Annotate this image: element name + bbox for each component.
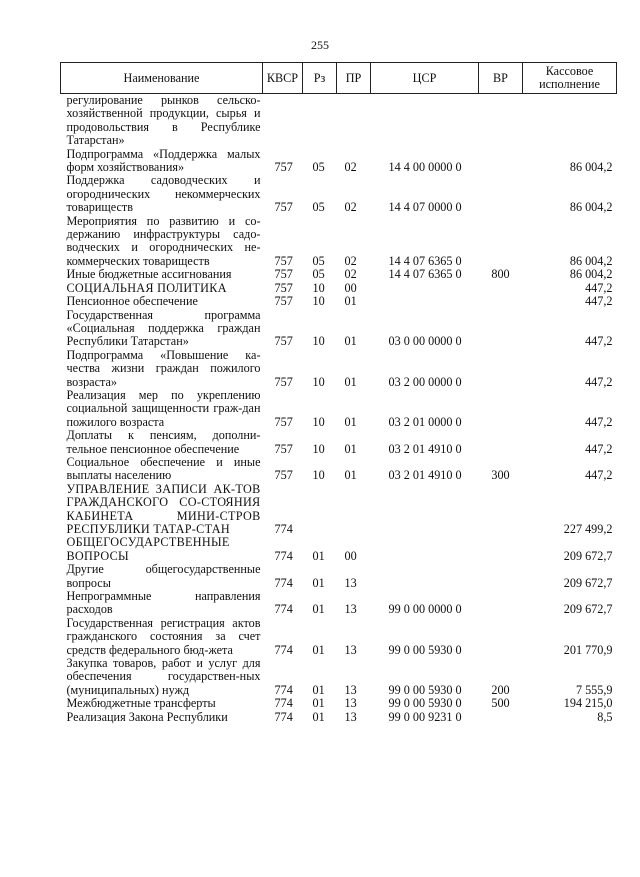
table-header-row (61, 63, 617, 94)
cell-sum (523, 94, 617, 148)
cell-sum: 209 672,7 (563, 575, 613, 590)
cell-sum: 447,2 (585, 374, 613, 389)
table-row (61, 174, 617, 214)
cell-kvsr: 774 (274, 602, 293, 617)
table-row (61, 429, 617, 456)
cell-name: ОБЩЕГОСУДАРСТВЕННЫЕ ВОПРОСЫ (66, 535, 230, 563)
cell-sum: 86 004,2 (569, 200, 613, 215)
cell-vr (479, 483, 523, 537)
cell-name: Межбюджетные трансферты (66, 696, 216, 711)
cell-name: Поддержка садоводческих и огороднических некоммерческих товариществ (66, 173, 261, 215)
cell-rz: 05 (312, 200, 325, 215)
cell-pr (337, 94, 371, 148)
cell-rz (303, 94, 337, 148)
cell-csr: 99 0 00 5930 0 (388, 682, 462, 697)
cell-vr (479, 536, 523, 563)
table-row (61, 215, 617, 269)
cell-pr: 00 (344, 280, 357, 295)
cell-rz: 01 (312, 682, 325, 697)
cell-rz: 10 (312, 468, 325, 483)
table-row (61, 268, 617, 281)
cell-csr: 14 4 07 6365 0 (388, 267, 462, 282)
cell-csr: 03 2 00 0000 0 (388, 374, 462, 389)
cell-vr: 200 (491, 682, 510, 697)
cell-rz: 10 (312, 414, 325, 429)
cell-sum: 201 770,9 (563, 642, 613, 657)
cell-csr: 99 0 00 9231 0 (388, 709, 462, 724)
table-body (61, 94, 617, 725)
cell-name: Пенсионное обеспечение (66, 294, 198, 309)
cell-name: Закупка товаров, работ и услуг для обеспечения государствен-ных (муниципальных) нужд (66, 656, 261, 697)
cell-name: регулирование рынков сельско-хозяйственной продукции, сырья и продовольствия в Республике Татарстан» (66, 93, 261, 148)
cell-vr (479, 563, 523, 590)
cell-rz: 05 (312, 160, 325, 175)
cell-rz: 10 (312, 374, 325, 389)
cell-rz: 10 (312, 280, 325, 295)
cell-pr: 00 (344, 548, 357, 563)
cell-kvsr: 757 (274, 294, 293, 309)
cell-pr: 01 (344, 441, 357, 456)
cell-vr (479, 282, 523, 295)
cell-csr: 03 2 01 0000 0 (388, 414, 462, 429)
cell-vr (479, 429, 523, 456)
header-vr: ВР (479, 63, 523, 94)
header-pr: ПР (337, 63, 371, 94)
cell-vr: 300 (491, 468, 510, 483)
cell-name: Другие общегосударственные вопросы (66, 562, 261, 590)
cell-sum: 194 215,0 (563, 696, 613, 711)
cell-vr: 500 (491, 696, 510, 711)
cell-csr (371, 483, 479, 537)
cell-kvsr: 757 (274, 280, 293, 295)
cell-pr: 13 (344, 642, 357, 657)
cell-name: Подпрограмма «Повышение ка-чества жизни граждан пожилого возраста» (66, 347, 261, 389)
cell-pr: 01 (344, 294, 357, 309)
cell-name: Социальное обеспечение и иные выплаты населению (66, 454, 261, 483)
cell-pr: 02 (344, 253, 357, 268)
cell-csr (371, 563, 479, 590)
cell-pr: 13 (344, 602, 357, 617)
cell-name: Государственная программа «Социальная поддержка граждан Республики Татарстан» (66, 307, 261, 349)
table-row (61, 697, 617, 710)
cell-sum: 86 004,2 (569, 267, 613, 282)
cell-kvsr (263, 94, 303, 148)
cell-rz (303, 483, 337, 537)
cell-csr: 14 4 00 0000 0 (388, 160, 462, 175)
cell-csr (371, 295, 479, 308)
cell-pr: 01 (344, 468, 357, 483)
cell-vr (479, 617, 523, 657)
cell-rz: 10 (312, 294, 325, 309)
cell-csr: 14 4 07 0000 0 (388, 200, 462, 215)
cell-pr: 01 (344, 334, 357, 349)
cell-csr: 14 4 07 6365 0 (388, 253, 462, 268)
cell-name: УПРАВЛЕНИЕ ЗАПИСИ АК-ТОВ ГРАЖДАНСКОГО СО-СТОЯНИЯ КАБИНЕТА МИНИ-СТРОВ РЕСПУБЛИКИ ТАТАР-СТАН (66, 481, 261, 536)
cell-csr: 03 0 00 0000 0 (388, 334, 462, 349)
table-row (61, 711, 617, 724)
cell-kvsr: 774 (274, 522, 293, 536)
cell-pr: 13 (344, 696, 357, 711)
table-row (61, 94, 617, 148)
cell-rz: 01 (312, 602, 325, 617)
header-sum: Кассовое исполнение (523, 63, 617, 94)
cell-vr (479, 711, 523, 724)
cell-name: СОЦИАЛЬНАЯ ПОЛИТИКА (66, 280, 227, 295)
cell-csr: 99 0 00 5930 0 (388, 642, 462, 657)
cell-rz: 10 (312, 334, 325, 349)
cell-vr: 800 (491, 267, 510, 282)
cell-csr (371, 536, 479, 563)
cell-sum: 447,2 (585, 294, 613, 309)
table-row (61, 657, 617, 697)
cell-name: Непрограммные направления расходов (66, 589, 261, 617)
table-row (61, 349, 617, 389)
cell-kvsr: 757 (274, 468, 293, 483)
cell-kvsr: 757 (274, 267, 293, 282)
cell-sum: 447,2 (585, 280, 613, 295)
cell-rz: 05 (312, 267, 325, 282)
cell-vr (479, 389, 523, 429)
table-row (61, 563, 617, 590)
cell-pr: 13 (344, 575, 357, 590)
cell-sum: 227 499,2 (563, 522, 613, 536)
cell-kvsr: 757 (274, 334, 293, 349)
cell-pr (337, 483, 371, 537)
table-row (61, 309, 617, 349)
cell-name: Доплаты к пенсиям, дополни-тельное пенсионное обеспечение (66, 428, 261, 456)
cell-kvsr: 757 (274, 414, 293, 429)
table-row (61, 148, 617, 175)
cell-rz: 01 (312, 548, 325, 563)
cell-name: Мероприятия по развитию и со-держанию инфраструктуры садо-водческих и огороднических не-коммерческих товариществ (66, 213, 261, 268)
cell-csr: 99 0 00 5930 0 (388, 696, 462, 711)
cell-sum: 7 555,9 (575, 682, 613, 697)
cell-rz: 01 (312, 709, 325, 724)
cell-vr (479, 590, 523, 617)
cell-name: Государственная регистрация актов гражданского состояния за счет средств федерального бюд-жета (66, 615, 261, 657)
cell-sum: 209 672,7 (563, 548, 613, 563)
cell-kvsr: 774 (274, 575, 293, 590)
cell-vr (479, 148, 523, 175)
page-number: 255 (311, 38, 329, 52)
budget-table (60, 62, 617, 724)
cell-csr: 99 0 00 0000 0 (388, 602, 462, 617)
cell-name: Реализация Закона Республики (66, 709, 228, 724)
cell-kvsr: 774 (274, 682, 293, 697)
cell-kvsr: 757 (274, 441, 293, 456)
cell-name: Подпрограмма «Поддержка малых форм хозяйствования» (66, 146, 261, 175)
cell-kvsr: 757 (274, 374, 293, 389)
cell-rz: 05 (312, 253, 325, 268)
header-csr: ЦСР (371, 63, 479, 94)
cell-kvsr: 757 (274, 200, 293, 215)
cell-rz: 01 (312, 642, 325, 657)
cell-sum: 447,2 (585, 468, 613, 483)
cell-kvsr: 774 (274, 709, 293, 724)
table-row (61, 389, 617, 429)
table-row (61, 536, 617, 563)
cell-sum: 86 004,2 (569, 253, 613, 268)
cell-pr: 13 (344, 709, 357, 724)
cell-name: Иные бюджетные ассигнования (66, 267, 232, 282)
cell-vr (479, 174, 523, 214)
cell-rz: 10 (312, 441, 325, 456)
cell-rz: 01 (312, 575, 325, 590)
table-row (61, 590, 617, 617)
cell-pr: 02 (344, 160, 357, 175)
cell-vr (479, 349, 523, 389)
cell-sum: 209 672,7 (563, 602, 613, 617)
cell-kvsr: 774 (274, 642, 293, 657)
cell-kvsr: 774 (274, 548, 293, 563)
table-row (61, 483, 617, 537)
cell-pr: 13 (344, 682, 357, 697)
cell-csr: 03 2 01 4910 0 (388, 468, 462, 483)
cell-pr: 01 (344, 374, 357, 389)
cell-kvsr: 757 (274, 253, 293, 268)
cell-sum: 8,5 (597, 709, 613, 724)
cell-vr (479, 309, 523, 349)
cell-csr: 03 2 01 4910 0 (388, 441, 462, 456)
cell-name: Реализация мер по укреплению социальной защищенности граж-дан пожилого возраста (66, 387, 261, 429)
header-rz: Рз (303, 63, 337, 94)
cell-sum: 86 004,2 (569, 160, 613, 175)
cell-kvsr: 757 (274, 160, 293, 175)
cell-vr (479, 215, 523, 269)
cell-pr: 02 (344, 200, 357, 215)
header-name: Наименование (61, 63, 263, 94)
table-row (61, 617, 617, 657)
cell-csr (371, 282, 479, 295)
header-kvsr: КВСР (263, 63, 303, 94)
cell-csr (371, 94, 479, 148)
cell-sum: 447,2 (585, 441, 613, 456)
cell-rz: 01 (312, 696, 325, 711)
cell-vr (479, 295, 523, 308)
cell-sum: 447,2 (585, 414, 613, 429)
cell-kvsr: 774 (274, 696, 293, 711)
table-row (61, 282, 617, 295)
cell-pr: 02 (344, 267, 357, 282)
cell-vr (479, 94, 523, 148)
cell-pr: 01 (344, 414, 357, 429)
cell-sum: 447,2 (585, 334, 613, 349)
table-row (61, 456, 617, 483)
table-row (61, 295, 617, 308)
